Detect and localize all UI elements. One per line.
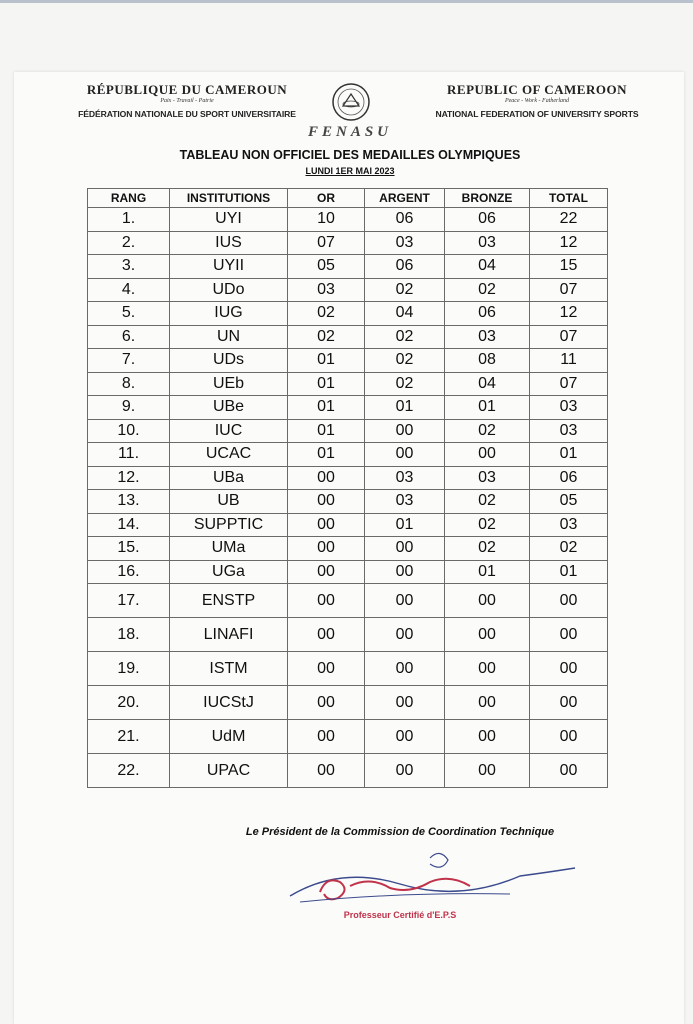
cell-or: 00 [288, 618, 365, 652]
cell-or: 00 [288, 754, 365, 788]
cell-total: 00 [530, 652, 608, 686]
cell-argent: 02 [365, 278, 445, 302]
cell-total: 00 [530, 720, 608, 754]
cell-bronze: 00 [445, 584, 530, 618]
cell-argent: 00 [365, 686, 445, 720]
table-row [88, 490, 608, 514]
cell-bronze: 03 [445, 325, 530, 349]
cell-bronze: 04 [445, 255, 530, 279]
cell-total: 00 [530, 618, 608, 652]
medal-table-body [88, 208, 608, 788]
cell-or: 01 [288, 349, 365, 373]
cell-or: 01 [288, 396, 365, 420]
cell-total: 05 [530, 490, 608, 514]
header-right [402, 82, 672, 119]
cell-total: 07 [530, 372, 608, 396]
cell-institution: UEb [170, 372, 288, 396]
cell-or: 02 [288, 302, 365, 326]
right-country: REPUBLIC OF CAMEROON [447, 82, 627, 97]
cell-or: 02 [288, 325, 365, 349]
col-bronze: BRONZE [445, 189, 530, 208]
cell-institution: UCAC [170, 443, 288, 467]
table-row [88, 537, 608, 561]
cell-total: 06 [530, 466, 608, 490]
cell-rang: 8. [88, 372, 170, 396]
date-text: LUNDI 1ER MAI 2023 [305, 166, 395, 176]
cell-or: 00 [288, 720, 365, 754]
cell-bronze: 02 [445, 490, 530, 514]
cell-institution: UPAC [170, 754, 288, 788]
cell-bronze: 06 [445, 208, 530, 232]
cell-rang: 3. [88, 255, 170, 279]
cell-argent: 03 [365, 231, 445, 255]
table-row [88, 652, 608, 686]
cell-institution: UdM [170, 720, 288, 754]
cell-institution: IUC [170, 419, 288, 443]
cell-rang: 19. [88, 652, 170, 686]
table-row [88, 754, 608, 788]
cell-or: 00 [288, 560, 365, 584]
cell-bronze: 01 [445, 560, 530, 584]
cell-bronze: 00 [445, 652, 530, 686]
cell-institution: UMa [170, 537, 288, 561]
cell-rang: 10. [88, 419, 170, 443]
cell-argent: 02 [365, 349, 445, 373]
fenasu-brand: FENASU [307, 124, 393, 140]
cell-argent: 00 [365, 720, 445, 754]
cell-rang: 22. [88, 754, 170, 788]
cell-argent: 01 [365, 396, 445, 420]
table-row [88, 325, 608, 349]
cell-institution: ISTM [170, 652, 288, 686]
cell-institution: UYII [170, 255, 288, 279]
cell-or: 01 [288, 419, 365, 443]
cell-total: 22 [530, 208, 608, 232]
cell-rang: 7. [88, 349, 170, 373]
cell-bronze: 06 [445, 302, 530, 326]
cell-total: 07 [530, 278, 608, 302]
cell-rang: 18. [88, 618, 170, 652]
col-total: TOTAL [530, 189, 608, 208]
cell-rang: 9. [88, 396, 170, 420]
cell-institution: UBa [170, 466, 288, 490]
document-date [200, 166, 500, 176]
left-motto: Paix - Travail - Patrie [160, 98, 214, 104]
cell-rang: 2. [88, 231, 170, 255]
header-left [42, 82, 332, 119]
cell-total: 11 [530, 349, 608, 373]
table-row [88, 231, 608, 255]
cell-argent: 06 [365, 208, 445, 232]
medal-table [87, 188, 608, 788]
top-border [0, 0, 693, 3]
cell-argent: 02 [365, 325, 445, 349]
cell-argent: 04 [365, 302, 445, 326]
cell-argent: 03 [365, 466, 445, 490]
cell-rang: 11. [88, 443, 170, 467]
cell-institution: UB [170, 490, 288, 514]
table-row [88, 396, 608, 420]
cell-institution: IUG [170, 302, 288, 326]
cell-argent: 02 [365, 372, 445, 396]
cell-or: 10 [288, 208, 365, 232]
cell-bronze: 08 [445, 349, 530, 373]
table-row [88, 302, 608, 326]
cell-or: 00 [288, 652, 365, 686]
cell-total: 02 [530, 537, 608, 561]
cell-total: 12 [530, 302, 608, 326]
cell-or: 00 [288, 466, 365, 490]
cell-or: 00 [288, 513, 365, 537]
cell-argent: 00 [365, 584, 445, 618]
left-federation: FÉDÉRATION NATIONALE DU SPORT UNIVERSITAIRE [78, 109, 296, 119]
cell-total: 01 [530, 560, 608, 584]
cell-argent: 00 [365, 652, 445, 686]
cell-institution: LINAFI [170, 618, 288, 652]
cell-or: 07 [288, 231, 365, 255]
cell-total: 15 [530, 255, 608, 279]
cell-bronze: 00 [445, 618, 530, 652]
right-motto: Peace - Work - Fatherland [504, 98, 570, 104]
cell-argent: 00 [365, 537, 445, 561]
cell-bronze: 00 [445, 686, 530, 720]
cell-rang: 1. [88, 208, 170, 232]
cell-argent: 00 [365, 560, 445, 584]
cell-bronze: 02 [445, 419, 530, 443]
col-or: OR [288, 189, 365, 208]
table-row [88, 618, 608, 652]
cell-institution: SUPPTIC [170, 513, 288, 537]
president-title: Le Président de la Commission de Coordination Technique [245, 826, 555, 838]
cell-bronze: 00 [445, 443, 530, 467]
cell-rang: 21. [88, 720, 170, 754]
cell-or: 00 [288, 686, 365, 720]
cell-total: 03 [530, 419, 608, 443]
cell-rang: 20. [88, 686, 170, 720]
cell-institution: UDs [170, 349, 288, 373]
table-header-row [88, 189, 608, 208]
cell-bronze: 04 [445, 372, 530, 396]
cell-or: 05 [288, 255, 365, 279]
cell-or: 01 [288, 443, 365, 467]
cell-bronze: 02 [445, 278, 530, 302]
right-federation: NATIONAL FEDERATION OF UNIVERSITY SPORTS [435, 109, 639, 119]
cell-argent: 00 [365, 419, 445, 443]
table-row [88, 466, 608, 490]
table-row [88, 513, 608, 537]
cell-institution: UYI [170, 208, 288, 232]
cell-rang: 13. [88, 490, 170, 514]
cell-rang: 4. [88, 278, 170, 302]
cell-rang: 14. [88, 513, 170, 537]
cell-institution: IUCStJ [170, 686, 288, 720]
cell-total: 07 [530, 325, 608, 349]
cell-argent: 00 [365, 443, 445, 467]
cell-total: 01 [530, 443, 608, 467]
cell-bronze: 01 [445, 396, 530, 420]
table-row [88, 584, 608, 618]
cell-rang: 5. [88, 302, 170, 326]
cell-argent: 00 [365, 754, 445, 788]
cell-total: 00 [530, 754, 608, 788]
cell-argent: 03 [365, 490, 445, 514]
cell-institution: UBe [170, 396, 288, 420]
cell-argent: 00 [365, 618, 445, 652]
table-row [88, 278, 608, 302]
table-row [88, 208, 608, 232]
col-institutions: INSTITUTIONS [170, 189, 288, 208]
cell-rang: 12. [88, 466, 170, 490]
cell-or: 01 [288, 372, 365, 396]
cell-or: 03 [288, 278, 365, 302]
cell-institution: IUS [170, 231, 288, 255]
federation-seal-icon [331, 82, 371, 122]
cell-or: 00 [288, 490, 365, 514]
cell-bronze: 03 [445, 466, 530, 490]
cell-bronze: 00 [445, 720, 530, 754]
cell-bronze: 02 [445, 513, 530, 537]
table-row [88, 560, 608, 584]
document-title: TABLEAU NON OFFICIEL DES MEDAILLES OLYMPIQUES [179, 148, 521, 162]
col-rang: RANG [88, 189, 170, 208]
cell-institution: UDo [170, 278, 288, 302]
left-country: RÉPUBLIQUE DU CAMEROUN [86, 82, 288, 97]
cell-or: 00 [288, 584, 365, 618]
table-row [88, 720, 608, 754]
table-row [88, 255, 608, 279]
cell-argent: 06 [365, 255, 445, 279]
cell-bronze: 00 [445, 754, 530, 788]
cell-total: 12 [530, 231, 608, 255]
cell-argent: 01 [365, 513, 445, 537]
cell-total: 03 [530, 513, 608, 537]
cell-rang: 6. [88, 325, 170, 349]
table-row [88, 349, 608, 373]
cell-institution: UGa [170, 560, 288, 584]
cell-bronze: 03 [445, 231, 530, 255]
cell-total: 03 [530, 396, 608, 420]
cell-institution: UN [170, 325, 288, 349]
cell-institution: ENSTP [170, 584, 288, 618]
stamp-text: Professeur Certifié d'E.P.S [343, 910, 457, 920]
cell-rang: 15. [88, 537, 170, 561]
cell-rang: 16. [88, 560, 170, 584]
cell-total: 00 [530, 584, 608, 618]
cell-or: 00 [288, 537, 365, 561]
table-row [88, 419, 608, 443]
cell-total: 00 [530, 686, 608, 720]
cell-bronze: 02 [445, 537, 530, 561]
table-row [88, 443, 608, 467]
table-row [88, 686, 608, 720]
table-row [88, 372, 608, 396]
cell-rang: 17. [88, 584, 170, 618]
col-argent: ARGENT [365, 189, 445, 208]
